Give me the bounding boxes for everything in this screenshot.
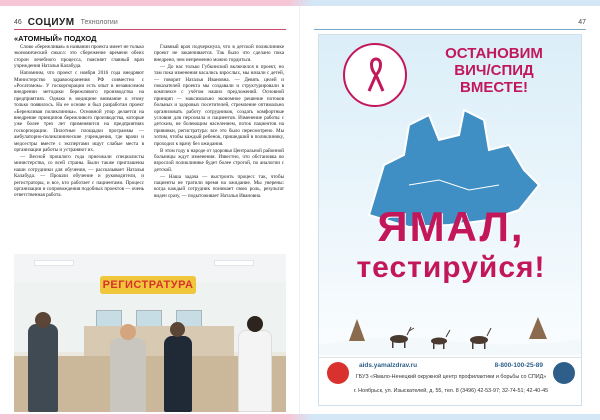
- red-ribbon-icon: [367, 57, 385, 93]
- right-page-number: 47: [578, 19, 586, 26]
- clinic-registration-photo: [14, 254, 286, 412]
- poster-contacts: [319, 362, 582, 369]
- paragraph: Слово «бережливая» в названии проекта имеет не только экономический смысл: это сбережение времени обеих сторон лечебного процесса, поясняет главный врач учреждения Наталья Калабуда.: [14, 44, 144, 70]
- paragraph: — До нас только Губкинский включился в проект, но там пока изменения касались взрослых, мы начали с детей, — говорит Наталья Ивановна. — Девять целей и показателей проекта мы создавали и структурировали в комплексе с учётом наших предложений. Основной принцип — максимально экономное решение потоков больных и здоровых посетителей, стремление оптимально организовать работу сотрудников, создать комфортные условия для персонала и пациентов. Изменение работы с детским, не болеющим населением, поток пациентов на прививки, регистратура: все это было пересмотрено. Мы хотим, чтобы каждый ребенок, пришедший в поликлинику, проходил к врачу без ожидания.: [154, 63, 284, 147]
- reception-counter: [84, 326, 234, 356]
- ceiling-light: [214, 260, 254, 266]
- paragraph: Главный врач подчеркнула, что в детской поликлинике проект не заканчивается. Так было что сделано пока внедрено, чем непременно можно гордиться.: [154, 44, 284, 63]
- tundra-reindeer-scene: [319, 295, 582, 355]
- poster-headline-test: тестируйся!: [356, 251, 546, 284]
- slogan-line: ВИЧ/СПИД: [454, 62, 534, 79]
- paragraph: — Наша задача — выстроить процесс так, чтобы пациенты не тратили время на ожидание. Мы уверены: когда каждый сотрудник понимает свою роль, результат виден сразу, — подытоживает Наталья Ивановна.: [154, 173, 284, 199]
- registration-sign: [100, 276, 196, 294]
- section-name: СОЦИУМ: [27, 17, 75, 28]
- paragraph: — Весной прошлого года приезжали специалисты министерства, со всей страны. Были также приглашены наши сотрудники для обучения, — рассказывает Наталья Калабуда. — Прошли обучение и руководители, и регистраторы, и все, кто работает с пациентами. Процесс организации и сопровождения подобных проектов — очень ответственная работа.: [14, 153, 144, 199]
- poster-footer: [319, 357, 582, 406]
- doctor-head: [247, 316, 263, 332]
- visitor-head: [35, 312, 51, 328]
- right-page-header: [314, 16, 586, 30]
- poster-headline-yamal: ЯМАЛ,: [377, 203, 525, 250]
- bottom-edge-strip: [0, 414, 600, 420]
- visitor-figure: [110, 338, 146, 412]
- ceiling-light: [34, 260, 74, 266]
- left-page: [0, 6, 300, 414]
- registration-sign-text: РЕГИСТРАТУРА: [102, 279, 194, 291]
- visitor-figure: [28, 324, 58, 412]
- section-subtitle: Технологии: [80, 19, 118, 26]
- article-title: «АТОМНЫЙ» ПОДХОД: [14, 34, 97, 43]
- poster-website-link[interactable]: aids.yamalzdrav.ru: [359, 362, 418, 369]
- left-page-header: [14, 16, 286, 30]
- poster-hotline: 8-800-100-25-89: [494, 362, 543, 369]
- visitor-figure: [164, 336, 192, 412]
- paragraph: В этом году в народе от здоровья Центральной районной больницы ждут изменения. Известно, что обстановка во взрослой поликлинике будет более строгой, по аналогии с детской.: [154, 147, 284, 173]
- visitor-head: [170, 322, 185, 337]
- poster-organization: ГБУЗ «Ямало-Ненецкий окружной центр профилактики и борьбы со СПИД»: [355, 374, 547, 380]
- poster-slogan: [411, 45, 577, 96]
- slogan-line: ОСТАНОВИМ: [445, 45, 543, 62]
- hiv-awareness-poster: [318, 34, 582, 406]
- paragraph: Напомним, что проект с ноября 2016 года внедряют Министерство здравоохранения РФ совместно с «Росатомом». У госкорпорации есть опыт в независимом внедрении методики бережливого производства на предприятиях. Однако в медицине внимание к этому только появилось. На ее основе и был разработан проект «Бережливая поликлиника». Основной упор делается на внедрение принципов бережливого производства, которые уже более трех лет применяются на предприятиях госкорпорации. Пилотные площадки программы — амбулаторно-поликлинические учреждения, где врачи и медсестры вместе с экспертами ищут слабые места в организации работы и устраняют их.: [14, 70, 144, 153]
- slogan-line: ВМЕСТЕ!: [460, 79, 528, 96]
- right-page: [300, 6, 600, 414]
- left-page-number: 46: [14, 19, 22, 26]
- article-column-2: [154, 44, 284, 250]
- poster-address: г. Ноябрьск, ул. Изыскателей, д. 55, тел. 8 (3496) 42-53-97; 32-74-51; 42-40-45: [353, 388, 549, 394]
- visitor-head: [120, 324, 136, 340]
- article-column-1: [14, 44, 144, 250]
- doctor-figure: [238, 330, 272, 412]
